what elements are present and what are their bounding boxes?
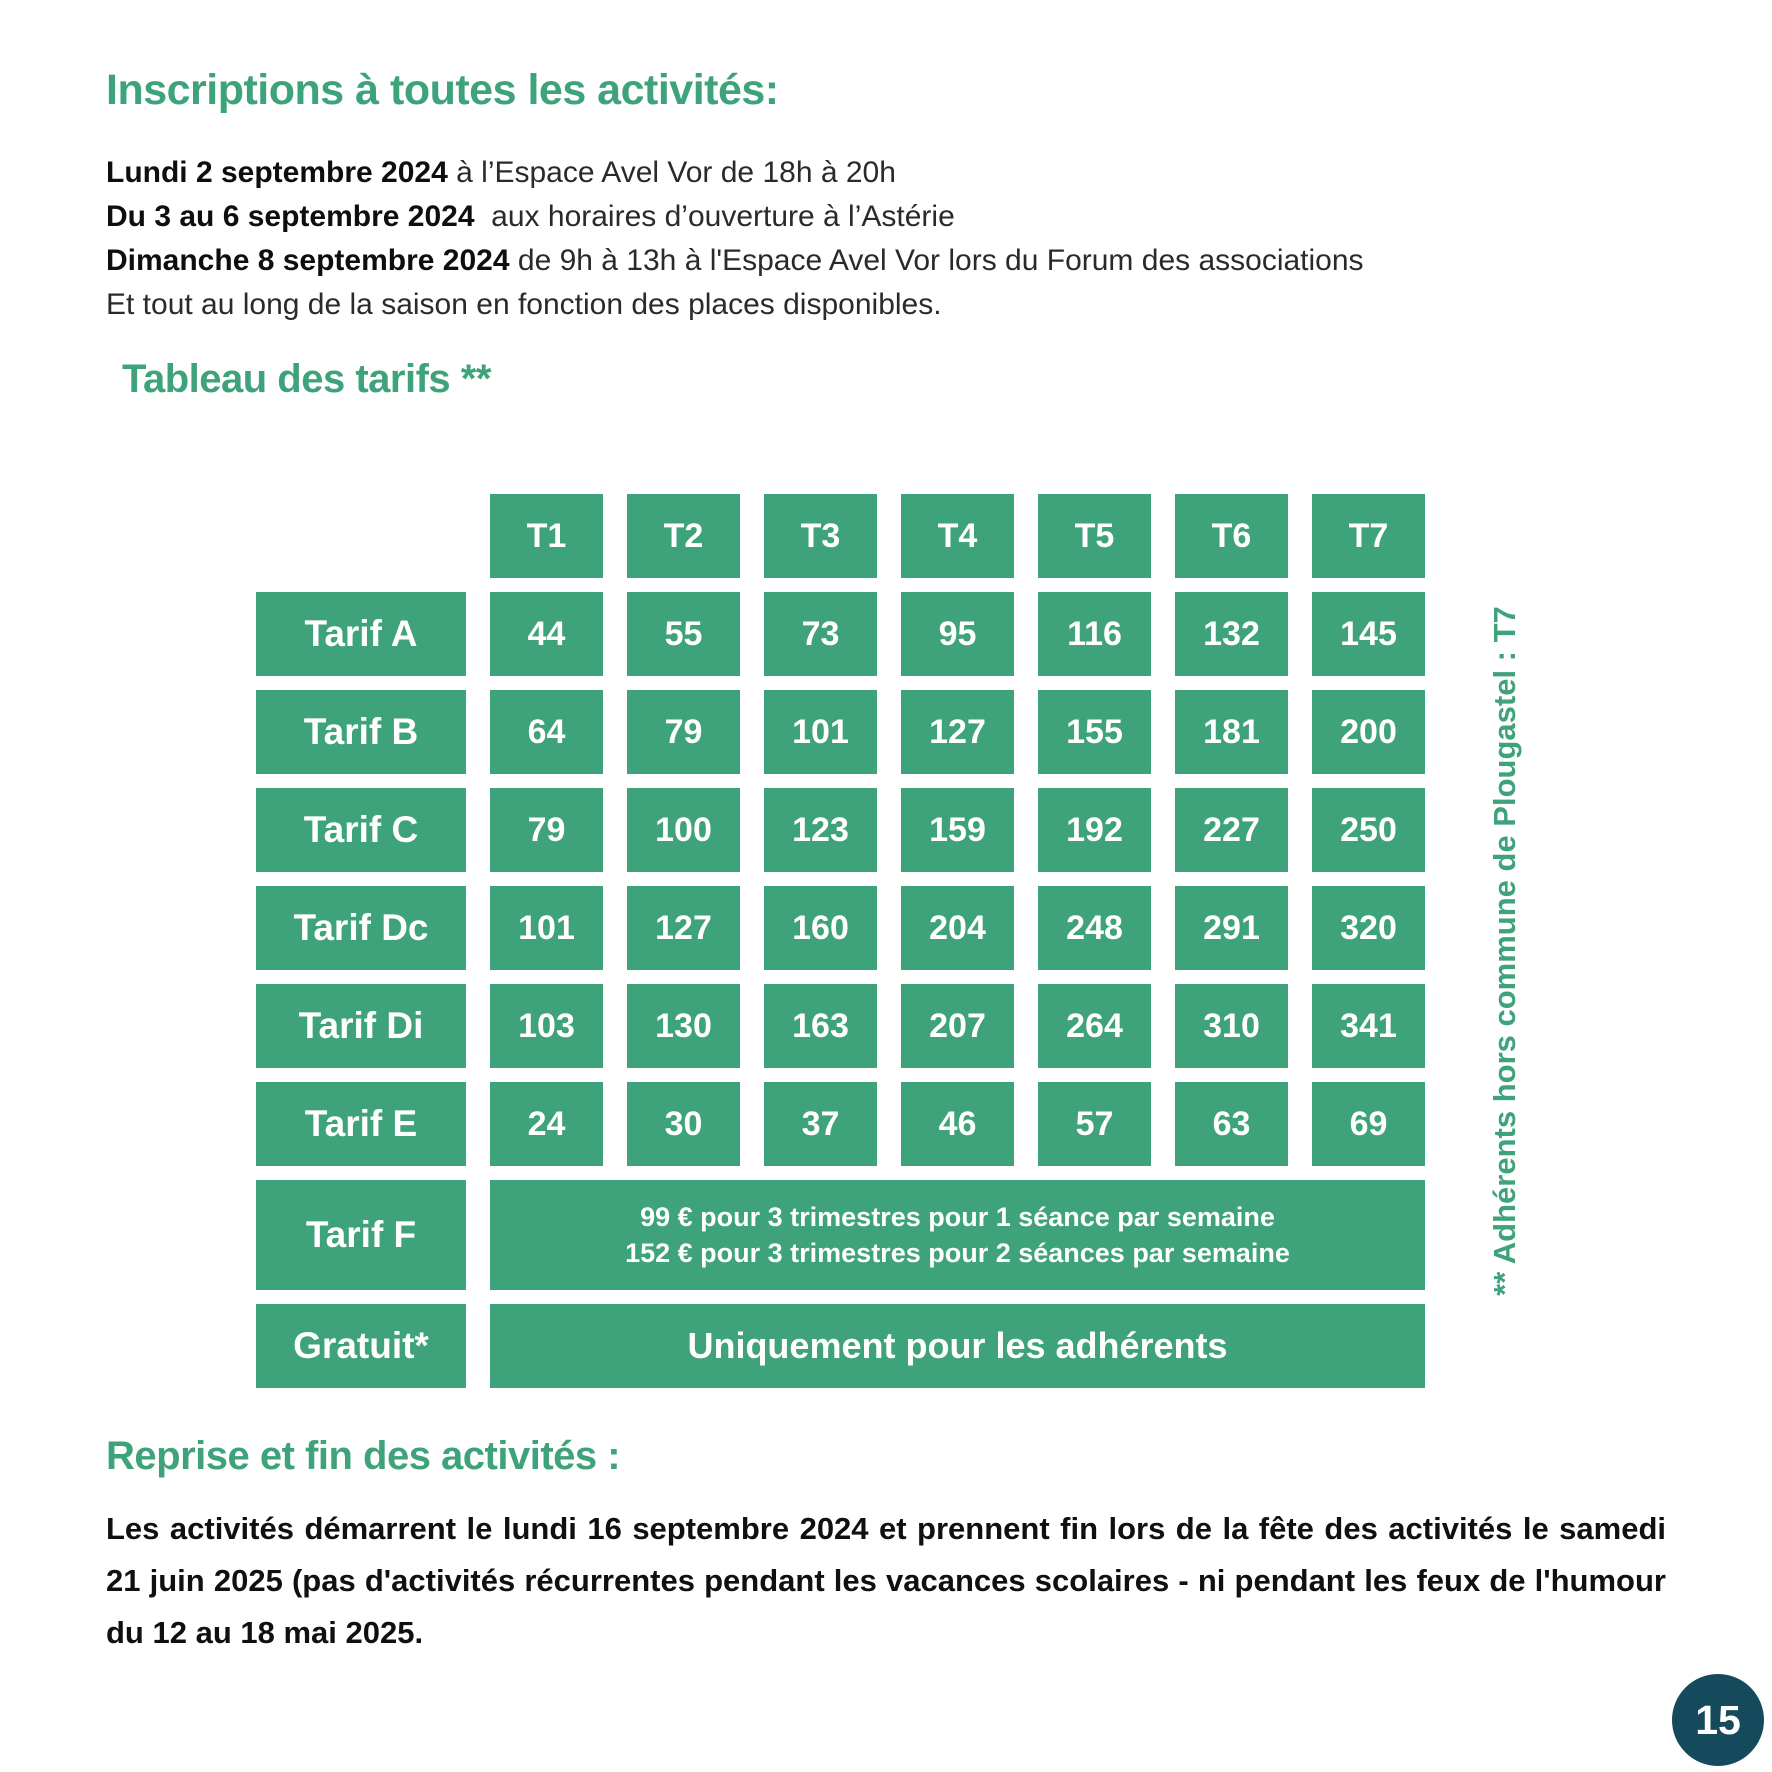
gratuit-cell: Uniquement pour les adhérents [490, 1304, 1425, 1388]
page-number: 15 [1695, 1696, 1741, 1743]
intro-text [106, 151, 1666, 327]
price-cell-r1-t7: 145 [1312, 592, 1425, 676]
price-cell-r6-t1: 24 [490, 1082, 603, 1166]
row-label-5: Tarif Di [256, 984, 466, 1068]
tarif-f-line-2: 152 € pour 3 trimestres pour 2 séances par semaine [625, 1238, 1290, 1268]
table-footnote-vertical: ** Adhérents hors commune de Plougastel : T7 [1487, 606, 1522, 1296]
price-cell-r5-t1: 103 [490, 984, 603, 1068]
intro-line-3-date: Dimanche 8 septembre 2024 [106, 244, 510, 277]
price-cell-r4-t3: 160 [764, 886, 877, 970]
price-cell-r6-t3: 37 [764, 1082, 877, 1166]
price-cell-r1-t2: 55 [627, 592, 740, 676]
price-cell-r4-t7: 320 [1312, 886, 1425, 970]
col-header-t2: T2 [627, 494, 740, 578]
price-cell-r5-t4: 207 [901, 984, 1014, 1068]
price-cell-r2-t3: 101 [764, 690, 877, 774]
row-label-4: Tarif Dc [256, 886, 466, 970]
price-cell-r5-t2: 130 [627, 984, 740, 1068]
row-label-tarif-f: Tarif F [256, 1180, 466, 1290]
price-cell-r6-t6: 63 [1175, 1082, 1288, 1166]
price-cell-r6-t4: 46 [901, 1082, 1014, 1166]
row-label-gratuit: Gratuit* [256, 1304, 466, 1388]
tariff-table [256, 494, 1425, 1388]
price-cell-r3-t3: 123 [764, 788, 877, 872]
col-header-t3: T3 [764, 494, 877, 578]
price-cell-r3-t2: 100 [627, 788, 740, 872]
tarif-f-line-1: 99 € pour 3 trimestres pour 1 séance par semaine [640, 1202, 1275, 1232]
tarif-f-cell [490, 1180, 1425, 1290]
price-cell-r2-t5: 155 [1038, 690, 1151, 774]
price-cell-r2-t1: 64 [490, 690, 603, 774]
col-header-t5: T5 [1038, 494, 1151, 578]
page-title: Inscriptions à toutes les activités: [106, 66, 779, 114]
outro-heading: Reprise et fin des activités : [106, 1434, 621, 1478]
col-header-t4: T4 [901, 494, 1014, 578]
price-cell-r6-t5: 57 [1038, 1082, 1151, 1166]
intro-line-1-detail: à l’Espace Avel Vor de 18h à 20h [447, 156, 896, 189]
price-cell-r2-t6: 181 [1175, 690, 1288, 774]
price-cell-r1-t1: 44 [490, 592, 603, 676]
intro-line-4-detail: Et tout au long de la saison en fonction des places disponibles. [106, 288, 942, 321]
col-header-t1: T1 [490, 494, 603, 578]
table-corner-spacer [256, 494, 466, 578]
price-cell-r6-t7: 69 [1312, 1082, 1425, 1166]
intro-line-3-detail: de 9h à 13h à l'Espace Avel Vor lors du Forum des associations [509, 244, 1364, 277]
price-cell-r6-t2: 30 [627, 1082, 740, 1166]
price-cell-r3-t7: 250 [1312, 788, 1425, 872]
row-label-1: Tarif A [256, 592, 466, 676]
price-cell-r5-t5: 264 [1038, 984, 1151, 1068]
price-cell-r2-t2: 79 [627, 690, 740, 774]
row-label-3: Tarif C [256, 788, 466, 872]
outro-paragraph: Les activités démarrent le lundi 16 septembre 2024 et prennent fin lors de la fête des activités le samedi 21 juin 2025 (pas d'activités récurrentes pendant les vacances scolaires - ni pendant les feux de l'humour du 12 au 18 mai 2025. [106, 1511, 1666, 1650]
price-cell-r4-t4: 204 [901, 886, 1014, 970]
price-cell-r4-t1: 101 [490, 886, 603, 970]
price-cell-r4-t5: 248 [1038, 886, 1151, 970]
col-header-t6: T6 [1175, 494, 1288, 578]
price-cell-r3-t5: 192 [1038, 788, 1151, 872]
price-cell-r3-t6: 227 [1175, 788, 1288, 872]
intro-line-2-date: Du 3 au 6 septembre 2024 [106, 200, 475, 233]
price-cell-r1-t4: 95 [901, 592, 1014, 676]
page-number-badge [1672, 1674, 1764, 1766]
price-cell-r5-t7: 341 [1312, 984, 1425, 1068]
price-cell-r3-t1: 79 [490, 788, 603, 872]
intro-line-1 [106, 151, 1666, 195]
row-label-6: Tarif E [256, 1082, 466, 1166]
price-cell-r5-t3: 163 [764, 984, 877, 1068]
intro-line-4 [106, 283, 1666, 327]
price-cell-r4-t2: 127 [627, 886, 740, 970]
price-cell-r1-t6: 132 [1175, 592, 1288, 676]
price-cell-r2-t4: 127 [901, 690, 1014, 774]
price-cell-r1-t5: 116 [1038, 592, 1151, 676]
col-header-t7: T7 [1312, 494, 1425, 578]
intro-line-2-detail: aux horaires d’ouverture à l’Astérie [474, 200, 955, 233]
price-cell-r5-t6: 310 [1175, 984, 1288, 1068]
price-cell-r2-t7: 200 [1312, 690, 1425, 774]
intro-line-1-date: Lundi 2 septembre 2024 [106, 156, 448, 189]
price-cell-r4-t6: 291 [1175, 886, 1288, 970]
price-cell-r3-t4: 159 [901, 788, 1014, 872]
row-label-2: Tarif B [256, 690, 466, 774]
tariff-table-title: Tableau des tarifs ** [122, 357, 491, 401]
intro-line-3 [106, 239, 1666, 283]
price-cell-r1-t3: 73 [764, 592, 877, 676]
intro-line-2 [106, 195, 1666, 239]
